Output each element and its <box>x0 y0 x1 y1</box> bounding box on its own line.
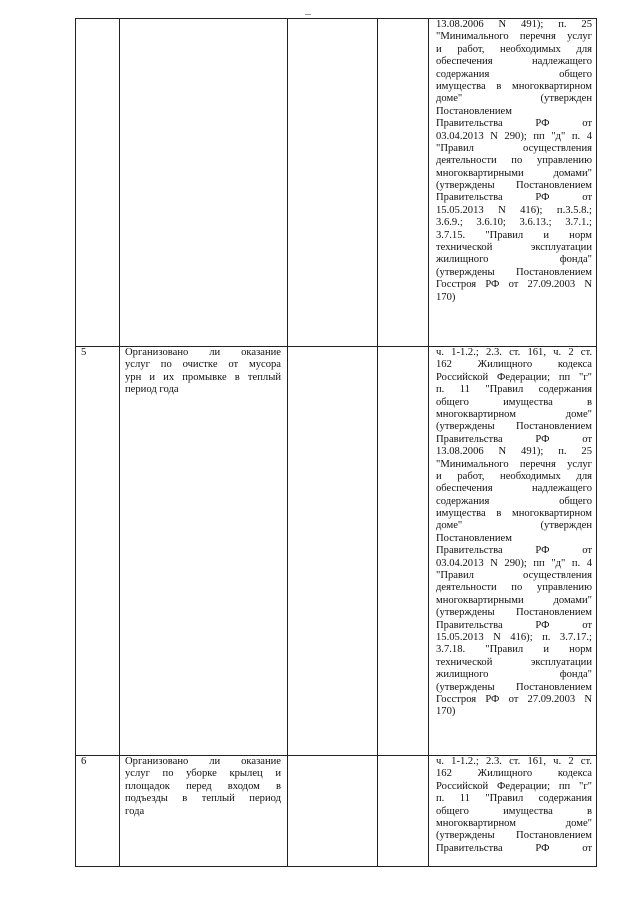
legal-reference-line: 03.04.2013 N 290); пп "д" п. 4 <box>436 130 592 142</box>
legal-reference-line: 3.7.18. "Правил и норм <box>436 644 592 656</box>
legal-reference-line: Постановлением <box>436 532 512 544</box>
legal-reference-line: Правительства РФ от <box>436 545 592 557</box>
legal-reference-line: многоквартирном доме" <box>436 817 592 829</box>
legal-reference-line: 170) <box>436 706 456 718</box>
legal-reference-line: Правительства РФ от <box>436 192 592 204</box>
note-cell <box>378 19 429 347</box>
note-cell <box>378 347 429 756</box>
legal-reference-line: Госстроя РФ от 27.09.2003 N <box>436 693 592 705</box>
table-row <box>76 19 597 347</box>
legal-reference-line: "Правил осуществления <box>436 142 592 154</box>
legal-reference-line: 170) <box>436 291 456 303</box>
legal-reference-line: общего имущества в <box>436 805 592 817</box>
question-text-line: услуг по очистке от мусора <box>125 359 281 371</box>
question-text-line: услуг по уборке крылец и <box>125 768 281 780</box>
legal-reference-line: 3.7.15. "Правил и норм <box>436 229 592 241</box>
legal-reference-line: технической эксплуатации <box>436 656 592 668</box>
legal-reference-line: жилищного фонда" <box>436 669 592 681</box>
legal-reference-cell <box>429 347 597 756</box>
legal-reference-line: Правительства РФ от <box>436 619 592 631</box>
legal-reference-line: многоквартирными домами" <box>436 167 592 179</box>
legal-reference-line: многоквартирными домами" <box>436 594 592 606</box>
legal-reference-line: Российской Федерации; пп "г" <box>436 371 592 383</box>
legal-reference-line: 03.04.2013 N 290); пп "д" п. 4 <box>436 557 592 569</box>
legal-reference-line: 3.6.9.; 3.6.10; 3.6.13.; 3.7.1.; <box>436 217 592 229</box>
legal-reference-line: 15.05.2013 N 416); п.3.5.8.; <box>436 204 592 216</box>
legal-reference-line: деятельности по управлению <box>436 155 592 167</box>
legal-reference-line: Госстроя РФ от 27.09.2003 N <box>436 279 592 291</box>
question-cell <box>120 19 288 347</box>
legal-reference-line: (утверждены Постановлением <box>436 421 592 433</box>
legal-reference-line: п. 11 "Правил содержания <box>436 384 592 396</box>
legal-reference-line: обеспечения надлежащего <box>436 56 592 68</box>
legal-reference-line: и работ, необходимых для <box>436 470 592 482</box>
legal-reference-line: общего имущества в <box>436 396 592 408</box>
legal-reference-line: 13.08.2006 N 491); п. 25 <box>436 446 592 458</box>
legal-reference-line: "Минимального перечня услуг <box>436 458 592 470</box>
legal-reference-line: (утверждены Постановлением <box>436 681 592 693</box>
question-cell <box>120 756 288 867</box>
legal-reference-line: доме" (утвержден <box>436 93 592 105</box>
question-text-line: Организовано ли оказание <box>125 756 281 767</box>
legal-reference-line: ч. 1-1.2.; 2.3. ст. 161, ч. 2 ст. <box>436 756 592 767</box>
row-number-cell <box>76 756 120 867</box>
legal-reference-line: обеспечения надлежащего <box>436 483 592 495</box>
row-number-cell <box>76 19 120 347</box>
row-number-cell <box>76 347 120 756</box>
legal-reference-line: доме" (утвержден <box>436 520 592 532</box>
legal-reference-line: содержания общего <box>436 68 592 80</box>
legal-reference-line: имущества в многоквартирном <box>436 508 592 520</box>
legal-reference-line: технической эксплуатации <box>436 242 592 254</box>
legal-reference-line: "Минимального перечня услуг <box>436 31 592 43</box>
legal-reference-line: 162 Жилищного кодекса <box>436 768 592 780</box>
scan-mark <box>305 14 311 15</box>
note-cell <box>378 756 429 867</box>
legal-reference-line: (утверждены Постановлением <box>436 180 592 192</box>
legal-reference-cell <box>429 756 597 867</box>
question-text-line: Организовано ли оказание <box>125 347 281 358</box>
legal-reference-line: Российской Федерации; пп "г" <box>436 780 592 792</box>
checklist-body <box>76 19 597 867</box>
table-row <box>76 756 597 867</box>
legal-reference-line: 162 Жилищного кодекса <box>436 359 592 371</box>
legal-reference-line: п. 11 "Правил содержания <box>436 793 592 805</box>
answer-cell <box>288 347 378 756</box>
question-text-line: площадок перед входом в <box>125 780 281 792</box>
row-number: 5 <box>81 347 87 358</box>
legal-reference-line: Правительства РФ от <box>436 842 592 854</box>
question-text-line: период года <box>125 384 179 396</box>
checklist-table <box>75 18 597 867</box>
legal-reference-line: 15.05.2013 N 416); п. 3.7.17.; <box>436 631 592 643</box>
question-text-line: года <box>125 805 145 817</box>
answer-cell <box>288 19 378 347</box>
answer-cell <box>288 756 378 867</box>
row-number: 6 <box>81 756 87 767</box>
legal-reference-line: ч. 1-1.2.; 2.3. ст. 161, ч. 2 ст. <box>436 347 592 358</box>
legal-reference-line: "Правил осуществления <box>436 570 592 582</box>
legal-reference-line: жилищного фонда" <box>436 254 592 266</box>
table-row <box>76 347 597 756</box>
legal-reference-line: содержания общего <box>436 495 592 507</box>
legal-reference-line: (утверждены Постановлением <box>436 266 592 278</box>
legal-reference-line: Постановлением <box>436 105 512 117</box>
legal-reference-line: деятельности по управлению <box>436 582 592 594</box>
legal-reference-line: имущества в многоквартирном <box>436 80 592 92</box>
legal-reference-cell <box>429 19 597 347</box>
legal-reference-line: 13.08.2006 N 491); п. 25 <box>436 19 592 30</box>
question-cell <box>120 347 288 756</box>
question-text-line: подъезды в теплый период <box>125 793 281 805</box>
legal-reference-line: и работ, необходимых для <box>436 43 592 55</box>
legal-reference-line: Правительства РФ от <box>436 433 592 445</box>
question-text-line: урн и их промывке в теплый <box>125 371 281 383</box>
legal-reference-line: Правительства РФ от <box>436 118 592 130</box>
legal-reference-line: (утверждены Постановлением <box>436 830 592 842</box>
legal-reference-line: многоквартирном доме" <box>436 408 592 420</box>
legal-reference-line: (утверждены Постановлением <box>436 607 592 619</box>
